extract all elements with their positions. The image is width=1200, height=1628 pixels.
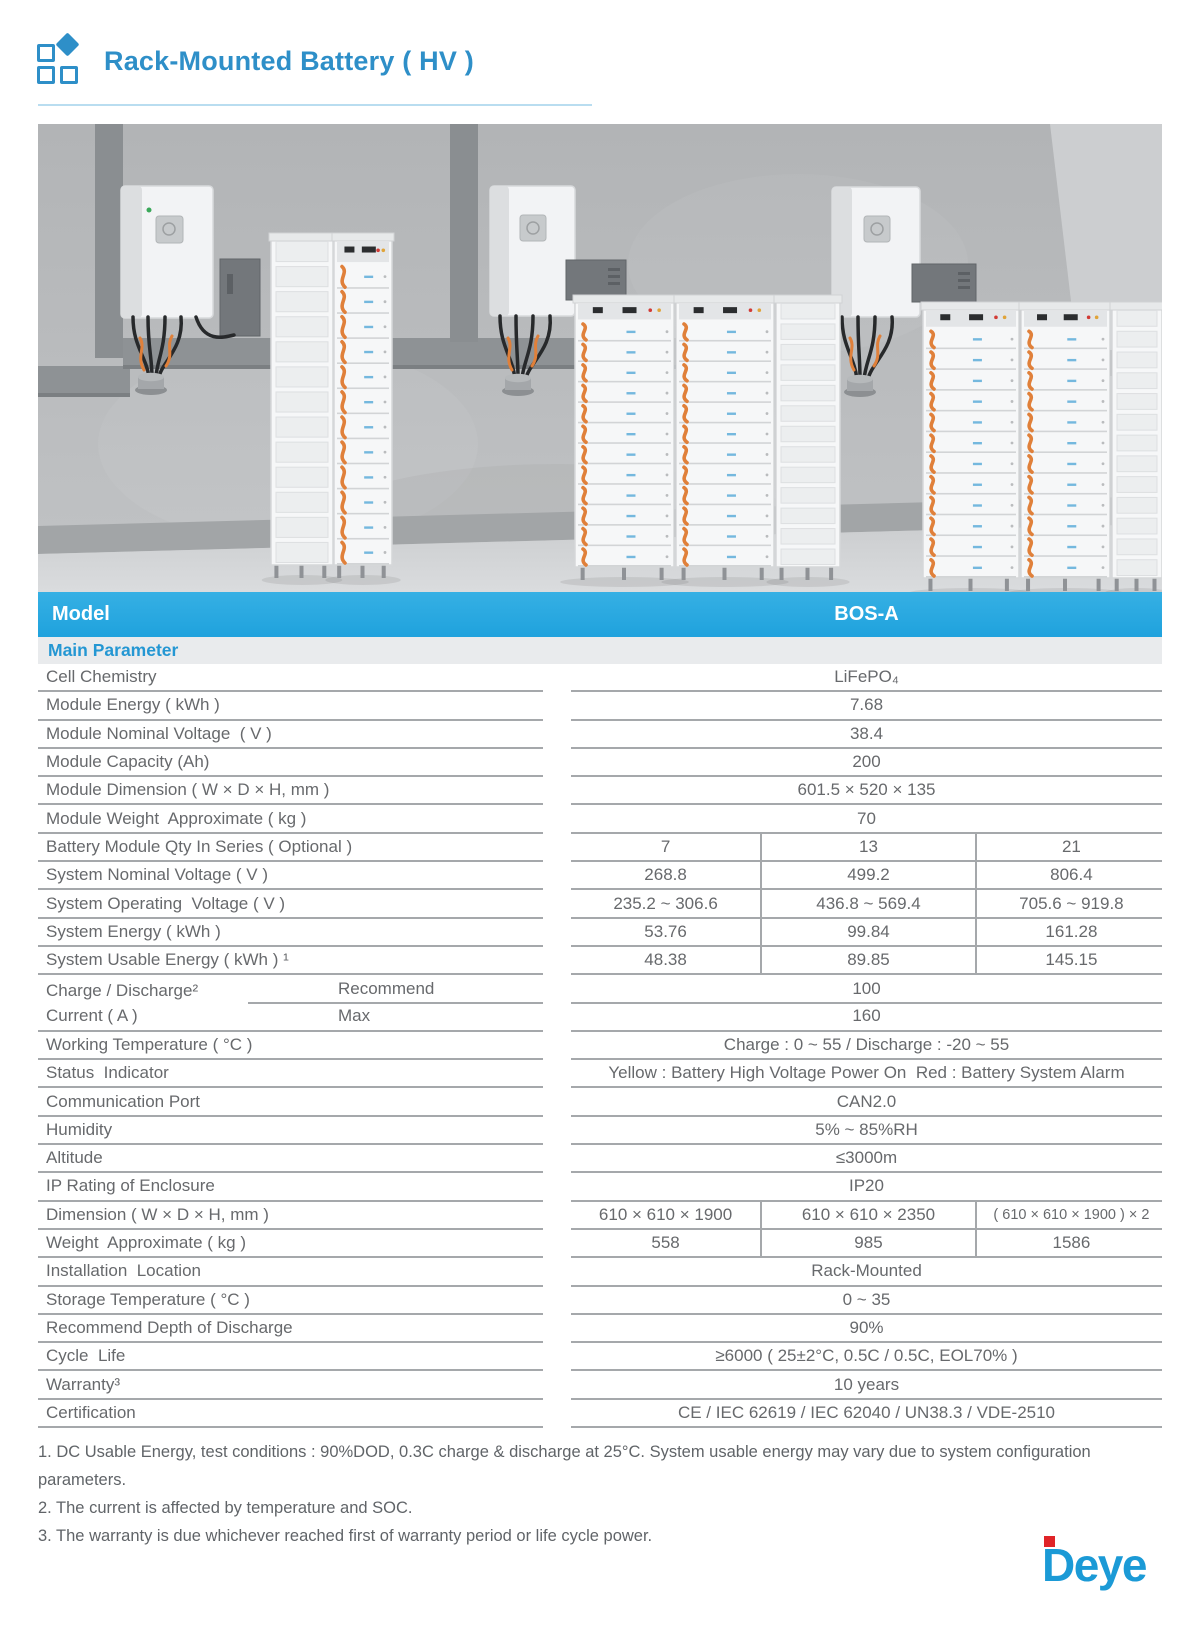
row-label: Altitude [38, 1145, 543, 1173]
row-label: Module Energy ( kWh ) [38, 692, 543, 720]
section-bar [38, 637, 1162, 664]
row-values [571, 1343, 1162, 1371]
square-outline-icon [37, 44, 55, 62]
value-cell: 985 [760, 1230, 975, 1256]
junction-box [220, 259, 260, 336]
table-row [38, 721, 1162, 749]
row-values [571, 1400, 1162, 1428]
row-label: Module Nominal Voltage ( V ) [38, 721, 543, 749]
row-values [571, 1173, 1162, 1201]
value-cell: 13 [760, 834, 975, 860]
table-row [38, 1258, 1162, 1286]
junction-box [912, 264, 976, 302]
value-cell: 499.2 [760, 862, 975, 888]
table-row [38, 1343, 1162, 1371]
table-row [38, 749, 1162, 777]
junction-box [566, 260, 626, 300]
page-title: Rack-Mounted Battery ( HV ) [104, 46, 474, 76]
value-cell: 89.85 [760, 947, 975, 973]
row-label: Warranty³ [38, 1371, 543, 1399]
value-cell: 21 [975, 834, 1166, 860]
table-row [38, 1032, 1162, 1060]
value-cell: 90% [849, 1317, 884, 1337]
value-cell: IP20 [849, 1176, 884, 1196]
sub-label: Max [338, 1006, 371, 1026]
value-cell: Rack-Mounted [811, 1261, 922, 1281]
deye-logo [1042, 1532, 1172, 1592]
row-label: System Usable Energy ( kWh ) ¹ [38, 947, 543, 975]
model-value: BOS-A [834, 603, 899, 625]
row-values [571, 1117, 1162, 1145]
row-label: IP Rating of Enclosure [38, 1173, 543, 1201]
row-values [571, 975, 1162, 1032]
value-cell: 436.8 ~ 569.4 [760, 890, 975, 916]
value-cell: 7 [660, 836, 671, 856]
table-row [38, 1117, 1162, 1145]
section-title: Main Parameter [48, 640, 179, 660]
value-cell: 10 years [833, 1374, 900, 1394]
value-cell: ≤3000m [835, 1148, 898, 1168]
title-underline [38, 104, 592, 106]
table-row [38, 947, 1162, 975]
sub-label: Recommend [338, 978, 435, 998]
row-values [571, 1258, 1162, 1286]
value-cell: 7.68 [849, 695, 884, 715]
table-row [38, 1371, 1162, 1399]
row-values [571, 1202, 1162, 1230]
table-row [38, 919, 1162, 947]
row-values [571, 664, 1162, 692]
row-values [571, 721, 1162, 749]
table-row [38, 805, 1162, 833]
value-cell: 70 [857, 808, 876, 828]
value-cell: 5% ~ 85%RH [815, 1119, 918, 1139]
value-cell: 601.5 × 520 × 135 [797, 780, 936, 800]
value-cell: 610 × 610 × 2350 [760, 1202, 975, 1228]
row-values [571, 919, 1162, 947]
row-values [571, 1145, 1162, 1173]
row-values [571, 805, 1162, 833]
row-label: System Energy ( kWh ) [38, 919, 543, 947]
floor-conduit [135, 373, 167, 395]
table-row [38, 777, 1162, 805]
row-label: Working Temperature ( °C ) [38, 1032, 543, 1060]
row-label: Module Dimension ( W × D × H, mm ) [38, 777, 543, 805]
square-outline-icon [37, 66, 55, 84]
table-row [38, 1400, 1162, 1428]
footnote: 3. The warranty is due whichever reached first of warranty period or life cycle power. [38, 1527, 653, 1545]
table-row [38, 692, 1162, 720]
row-label: Module Weight Approximate ( kg ) [38, 805, 543, 833]
value-cell: 161.28 [975, 919, 1166, 945]
wall-inverter [832, 187, 920, 317]
diamond-icon [55, 32, 79, 56]
row-values [571, 1088, 1162, 1116]
square-outline-icon [60, 66, 78, 84]
row-label: Installation Location [38, 1258, 543, 1286]
wall-inverter [490, 186, 575, 316]
value-cell: 610 × 610 × 1900 [598, 1204, 733, 1224]
row-label: Charge / Discharge² Current ( A ) Recommend Max [38, 975, 543, 1032]
row-label: Weight Approximate ( kg ) [38, 1230, 543, 1258]
row-values [571, 1032, 1162, 1060]
footnote: 2. The current is affected by temperature and SOC. [38, 1499, 413, 1517]
value-cell: 145.15 [975, 947, 1166, 973]
table-row [38, 1287, 1162, 1315]
value-cell: 200 [852, 752, 881, 772]
row-label: Storage Temperature ( °C ) [38, 1287, 543, 1315]
floor-conduit [502, 374, 534, 396]
row-label: Recommend Depth of Discharge [38, 1315, 543, 1343]
value-cell: LiFePO₄ [834, 667, 899, 687]
row-values [571, 1230, 1162, 1258]
table-row [38, 834, 1162, 862]
value-cell: CE / IEC 62619 / IEC 62040 / UN38.3 / VDE-2510 [677, 1402, 1056, 1422]
row-label: Humidity [38, 1117, 543, 1145]
row-label: Cell Chemistry [38, 664, 543, 692]
value-cell: 705.6 ~ 919.8 [975, 890, 1166, 916]
value-cell: 1586 [975, 1230, 1166, 1256]
row-values [571, 947, 1162, 975]
spec-table [38, 664, 1162, 1428]
value-cell: 53.76 [644, 921, 687, 941]
value-cell: Yellow : Battery High Voltage Power On Red : Battery System Alarm [608, 1063, 1125, 1083]
row-label: System Operating Voltage ( V ) [38, 890, 543, 918]
row-values [571, 890, 1162, 918]
floor-conduit [844, 375, 876, 397]
row-label: Status Indicator [38, 1060, 543, 1088]
value-cell: 268.8 [644, 865, 687, 885]
row-values [571, 862, 1162, 890]
row-values [571, 1060, 1162, 1088]
value-cell: Charge : 0 ~ 55 / Discharge : -20 ~ 55 [723, 1035, 1010, 1054]
row-label: Battery Module Qty In Series ( Optional ) [38, 834, 543, 862]
value-cell: ( 610 × 610 × 1900 ) × 2 [975, 1202, 1166, 1228]
value-cell: 235.2 ~ 306.6 [613, 893, 718, 913]
row-label: Communication Port [38, 1088, 543, 1116]
row-label: Module Capacity (Ah) [38, 749, 543, 777]
value-cell: 38.4 [849, 723, 884, 743]
value-cell: 558 [651, 1233, 680, 1253]
value-cell: ≥6000 ( 25±2°C, 0.5C / 0.5C, EOL70% ) [715, 1346, 1018, 1366]
table-row [38, 1145, 1162, 1173]
value-cell: 160 [852, 1006, 881, 1026]
row-label: Dimension ( W × D × H, mm ) [38, 1202, 543, 1230]
model-bar [38, 592, 1162, 637]
row-values [571, 1287, 1162, 1315]
value-cell: 99.84 [760, 919, 975, 945]
value-cell: 48.38 [644, 950, 687, 970]
wall-inverter [121, 186, 213, 318]
row-label: Certification [38, 1400, 543, 1428]
value-cell: 806.4 [975, 862, 1166, 888]
row-label: System Nominal Voltage ( V ) [38, 862, 543, 890]
table-row [38, 862, 1162, 890]
row-values [571, 777, 1162, 805]
table-row [38, 890, 1162, 918]
row-values [571, 1371, 1162, 1399]
model-label: Model [52, 603, 110, 625]
logo-text: Deye [1042, 1539, 1146, 1591]
row-label: Cycle Life [38, 1343, 543, 1371]
row-values [571, 692, 1162, 720]
table-row [38, 1315, 1162, 1343]
product-photo [38, 124, 1162, 592]
footnote: 1. DC Usable Energy, test conditions : 90%DOD, 0.3C charge & discharge at 25°C. System usable energy may vary due to system configuration parameters. [38, 1443, 1096, 1489]
row-values [571, 749, 1162, 777]
table-row [38, 1088, 1162, 1116]
value-cell: 0 ~ 35 [842, 1289, 891, 1309]
table-row [38, 975, 1162, 1032]
value-cell: CAN2.0 [836, 1091, 897, 1111]
table-row [38, 1060, 1162, 1088]
table-row [38, 1202, 1162, 1230]
table-row [38, 664, 1162, 692]
row-values [571, 1315, 1162, 1343]
table-row [38, 1230, 1162, 1258]
header-squares-icon [37, 38, 85, 86]
table-row [38, 1173, 1162, 1201]
value-cell: 100 [852, 978, 881, 998]
row-values [571, 834, 1162, 862]
footnotes [38, 1438, 1168, 1550]
